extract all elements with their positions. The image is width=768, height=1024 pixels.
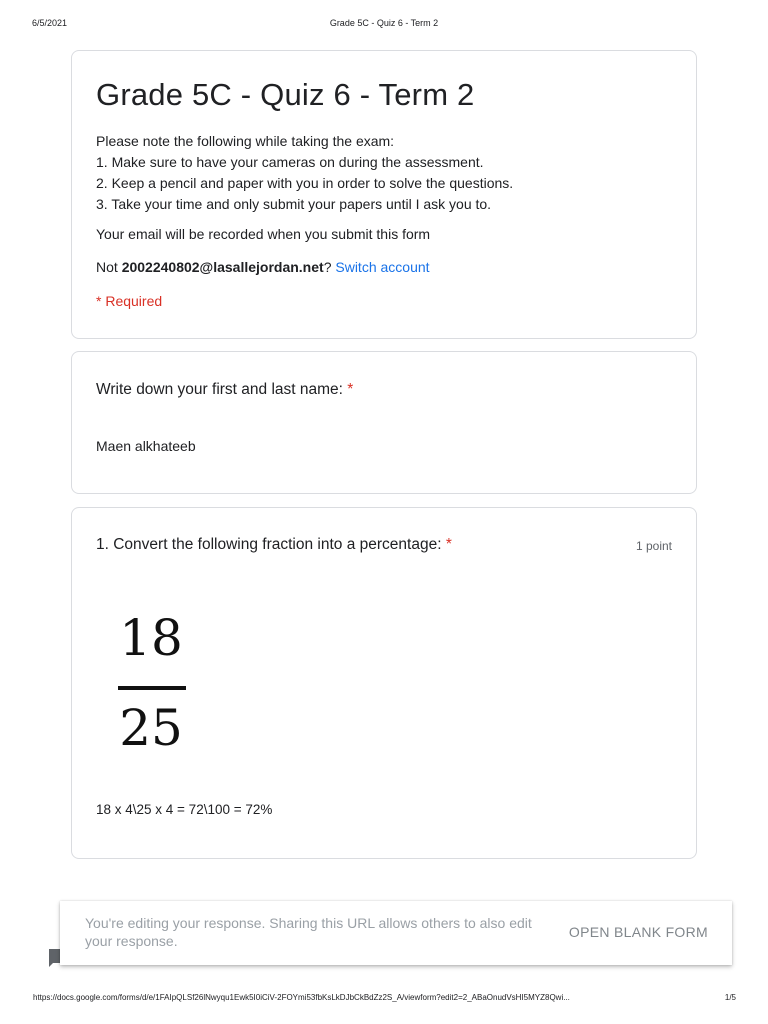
- account-suffix: ?: [323, 259, 332, 275]
- open-blank-form-button[interactable]: OPEN BLANK FORM: [568, 924, 708, 940]
- description-line: 2. Keep a pencil and paper with you in order to solve the questions.: [96, 175, 514, 191]
- account-line: [96, 259, 430, 275]
- switch-account-link[interactable]: Switch account: [335, 259, 430, 275]
- description-line: 3. Take your time and only submit your papers until I ask you to.: [96, 196, 492, 212]
- description-line: 1. Make sure to have your cameras on during the assessment.: [96, 154, 484, 170]
- print-header: [0, 18, 768, 32]
- question-title-text: Write down your first and last name:: [96, 381, 343, 398]
- question-card-name: [71, 351, 697, 494]
- answer-text[interactable]: Maen alkhateeb: [96, 438, 196, 454]
- form-title: Grade 5C - Quiz 6 - Term 2: [96, 77, 475, 112]
- print-footer: [0, 993, 768, 1007]
- fraction-denominator: 25: [119, 699, 183, 757]
- fraction-numerator: 18: [119, 609, 183, 667]
- required-star: *: [347, 381, 354, 398]
- account-prefix: Not: [96, 259, 118, 275]
- form-header-card: [71, 50, 697, 339]
- print-page-number: 1/5: [724, 993, 736, 1002]
- question-title: [96, 536, 452, 554]
- required-star: *: [445, 536, 452, 553]
- print-date: 6/5/2021: [32, 18, 68, 28]
- question-title-text: 1. Convert the following fraction into a percentage:: [96, 536, 442, 553]
- fraction-bar: [118, 686, 186, 690]
- answer-text[interactable]: 18 x 4\25 x 4 = 72\100 = 72%: [96, 802, 273, 817]
- account-email: 2002240802@lasallejordan.net: [121, 259, 324, 275]
- required-note: * Required: [96, 293, 163, 309]
- question-points: 1 point: [635, 539, 672, 553]
- question-card-fraction: [71, 507, 697, 859]
- description-line: Please note the following while taking the exam:: [96, 133, 395, 149]
- email-recorded-note: Your email will be recorded when you submit this form: [96, 226, 431, 242]
- print-url: https://docs.google.com/forms/d/e/1FAIpQLSf26lNwyqu1Ewk5I0iCiV-2FOYmi53fbKsLkDJbCkBdZz2S_A/viewform?edit2=2_ABaOnudVsHI5MYZ8Qwi...: [33, 993, 570, 1002]
- snackbar-message: You're editing your response. Sharing this URL allows others to also edit your response.: [85, 915, 532, 949]
- print-title: Grade 5C - Quiz 6 - Term 2: [329, 18, 439, 28]
- form-description: [96, 131, 513, 215]
- question-title: [96, 381, 353, 399]
- editing-snackbar: [60, 901, 732, 965]
